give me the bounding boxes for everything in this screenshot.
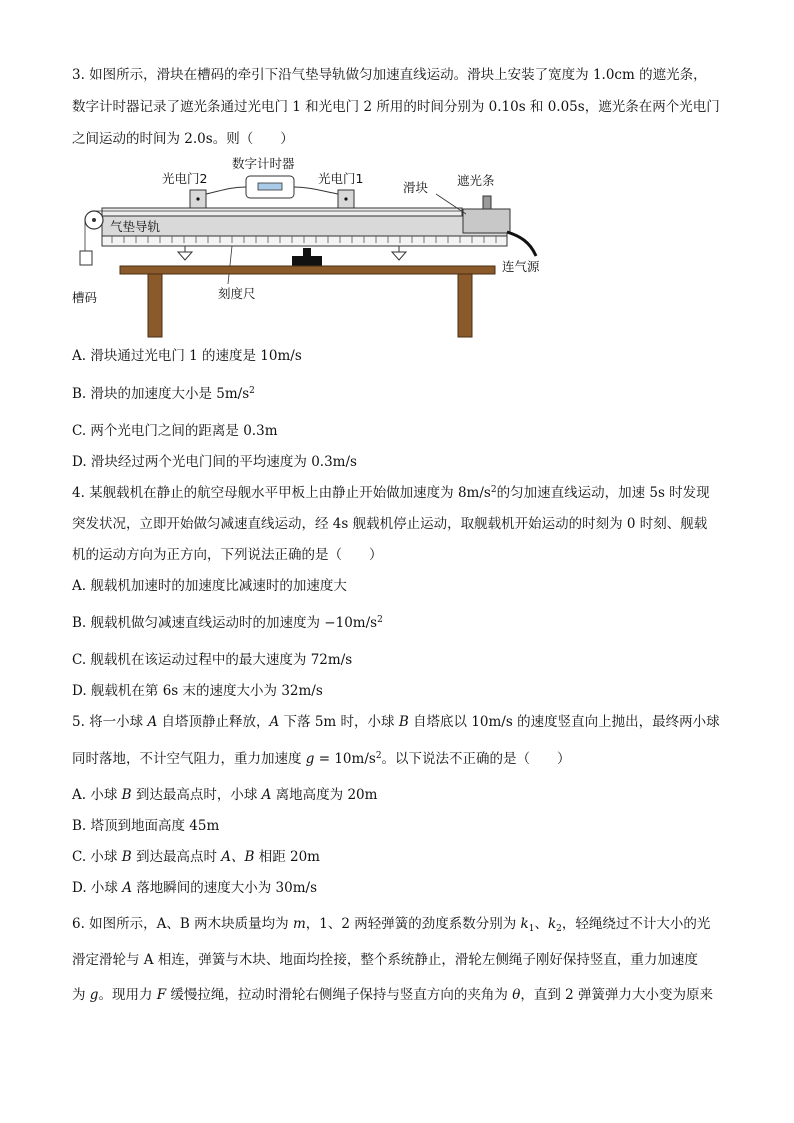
- q5-line-2: 同时落地，不计空气阻力，重力加速度 $g = 10m/s^2$。以下说法不正确的是（ ）: [72, 751, 571, 767]
- q3-option-c: C. 两个光电门之间的距离是 0.3m: [72, 423, 278, 439]
- table-leg-left: [148, 274, 162, 337]
- q3-option-d: D. 滑块经过两个光电门间的平均速度为 0.3m/s: [72, 454, 357, 470]
- q6-line-3: 为 g。现用力 F 缓慢拉绳，拉动时滑轮右侧绳子保持与竖直方向的夹角为 θ，直到 2 弹簧弹力大小变为原来: [72, 987, 714, 1003]
- q4-line-3: 机的运动方向为正方向，下列说法正确的是（ ）: [72, 547, 383, 563]
- timer-wire-right: [294, 187, 338, 194]
- q3-line-1: 3. 如图所示，滑块在槽码的牵引下沿气垫导轨做匀加速直线运动。滑块上安装了宽度为 1.0cm 的遮光条，: [72, 67, 707, 83]
- q4-line-1: 4. 某舰载机在静止的航空母舰水平甲板上由静止开始做加速度为 $8m/s^2$的匀加速直线运动，加速 5s 时发现: [72, 485, 710, 501]
- timer-wire-left: [206, 187, 246, 194]
- q6-line-2: 滑定滑轮与 A 相连，弹簧与木块、地面均拴接，整个系统静止，滑轮左侧绳子刚好保持竖直，重力加速度: [72, 952, 698, 968]
- q5-option-c: C. 小球 B 到达最高点时 A、B 相距 20m: [72, 849, 320, 865]
- support-left: [178, 252, 192, 260]
- q5-line-1: 5. 将一小球 A 自塔顶静止释放，A 下落 5m 时，小球 B 自塔底以 10m/s 的速度竖直向上抛出，最终两小球: [72, 714, 720, 730]
- timer-display: [258, 183, 282, 190]
- slider-label: 滑块: [403, 180, 429, 195]
- q4-option-a: A. 舰载机加速时的加速度比减速时的加速度大: [72, 578, 347, 594]
- air-track-figure: [70, 156, 560, 341]
- table-top: [120, 266, 495, 274]
- q5-option-a: A. 小球 B 到达最高点时，小球 A 离地高度为 20m: [72, 787, 378, 803]
- rail-label: 气垫导轨: [110, 219, 161, 234]
- ruler-pointer: [228, 246, 232, 284]
- weight-label: 槽码: [72, 290, 98, 305]
- support-right: [392, 252, 406, 260]
- gate2-label: 光电门2: [162, 171, 208, 186]
- q5-option-b: B. 塔顶到地面高度 45m: [72, 818, 220, 834]
- q6-line-1: 6. 如图所示，A、B 两木块质量均为 m，1、2 两轻弹簧的劲度系数分别为 $k_1$、$k_2$，轻绳绕过不计大小的光: [72, 916, 711, 934]
- q3-option-a: A. 滑块通过光电门 1 的速度是 10m/s: [72, 348, 302, 364]
- q5-option-d: D. 小球 A 落地瞬间的速度大小为 30m/s: [72, 880, 318, 896]
- q3-line-2: 数字计时器记录了遮光条通过光电门 1 和光电门 2 所用的时间分别为 0.10s 和 0.05s，遮光条在两个光电门: [72, 99, 720, 115]
- slider: [463, 209, 510, 233]
- gate1-label: 光电门1: [318, 171, 364, 186]
- ruler-label: 刻度尺: [218, 286, 256, 301]
- air-hose: [507, 232, 536, 256]
- air-track: [102, 216, 507, 236]
- level-adjuster: [292, 256, 322, 266]
- ruler: [102, 236, 507, 246]
- q4-line-2: 突发状况，立即开始做匀减速直线运动，经 4s 舰载机停止运动，取舰载机开始运动的时刻为 0 时刻、舰载: [72, 516, 708, 532]
- shade-label: 遮光条: [457, 173, 495, 188]
- q4-option-c: C. 舰载机在该运动过程中的最大速度为 72m/s: [72, 652, 353, 668]
- hanging-weight: [80, 251, 92, 265]
- q4-option-d: D. 舰载机在第 6s 末的速度大小为 32m/s: [72, 683, 323, 699]
- q4-option-b: B. 舰载机做匀减速直线运动时的加速度为 $-10m/s^2$: [72, 615, 383, 631]
- table-leg-right: [458, 274, 472, 337]
- rail-top: [102, 208, 462, 216]
- q3-line-3: 之间运动的时间为 2.0s。则（ ）: [72, 131, 294, 147]
- timer-label: 数字计时器: [232, 156, 295, 171]
- q3-option-b: B. 滑块的加速度大小是 $5m/s^2$: [72, 386, 255, 402]
- shade-strip: [483, 196, 491, 209]
- air-source-label: 连气源: [502, 259, 540, 274]
